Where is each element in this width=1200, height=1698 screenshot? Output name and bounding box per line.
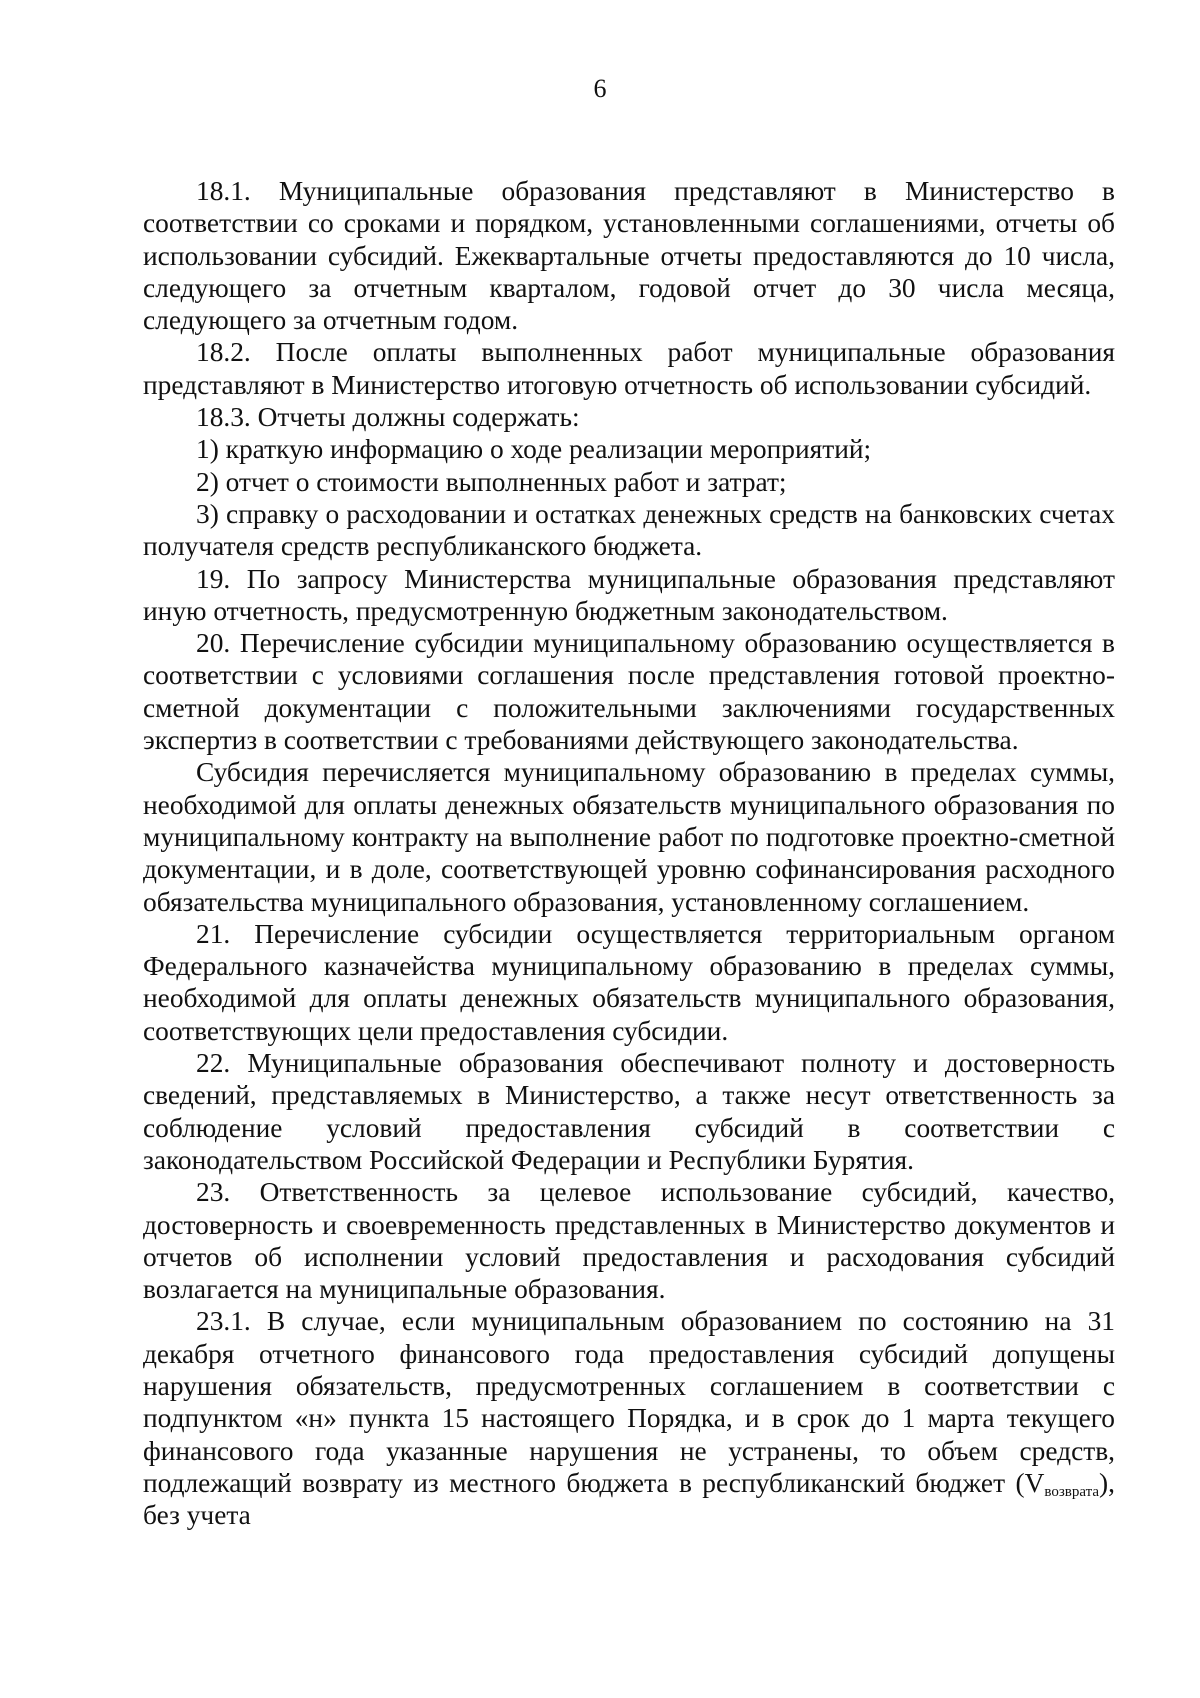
paragraph-20: 20. Перечисление субсидии муниципальному образованию осуществляется в соответствии с условиями соглашения после представления готовой проектно-сметной документации с положительными заключениями государственных экспертиз в соответствии с требованиями действующего законодательства. xyxy=(143,628,1115,756)
paragraph-23-1 xyxy=(143,1305,1115,1531)
page-number: 6 xyxy=(593,74,607,103)
list-item-1: 1) краткую информацию о ходе реализации мероприятий; xyxy=(196,434,872,465)
list-item-2: 2) отчет о стоимости выполненных работ и затрат; xyxy=(196,466,787,497)
paragraph-23-1-tail: ), без учета xyxy=(143,1467,1115,1531)
list-item-3: 3) справку о расходовании и остатках денежных средств на банковских счетах получателя средств республиканского бюджета. xyxy=(143,498,1115,562)
paragraph-19: 19. По запросу Министерства муниципальные образования представляют иную отчетность, предусмотренную бюджетным законодательством. xyxy=(143,563,1115,626)
paragraph-21: 21. Перечисление субсидии осуществляется территориальным органом Федерального казначейства муниципальному образованию в пределах суммы, необходимой для оплаты денежных обязательств муниципального образования, соответствующих цели предоставления субсидии. xyxy=(143,918,1115,1046)
paragraph-subsidy: Субсидия перечисляется муниципальному образованию в пределах суммы, необходимой для оплаты денежных обязательств муниципального образования по муниципальному контракту на выполнение работ по подготовке проектно-сметной документации, и в доле, соответствующей уровню софинансирования расходного обязательства муниципального образования, установленному соглашением. xyxy=(143,757,1115,917)
document-body xyxy=(143,175,1115,1531)
paragraph-18-1: 18.1. Муниципальные образования представляют в Министерство в соответствии со сроками и порядком, установленными соглашениями, отчеты об использовании субсидий. Ежеквартальные отчеты предоставляются до 10 числа, следующего за отчетным кварталом, годовой отчет до 30 числа месяца, следующего за отчетным годом. xyxy=(143,176,1115,336)
paragraph-18-3: 18.3. Отчеты должны содержать: xyxy=(196,402,580,433)
paragraph-18-2: 18.2. После оплаты выполненных работ муниципальные образования представляют в Министерство итоговую отчетность об использовании субсидий. xyxy=(143,337,1115,400)
paragraph-23: 23. Ответственность за целевое использование субсидий, качество, достоверность и своевременность представленных в Министерство документов и отчетов об исполнении условий предоставления и расходования субсидий возлагается на муниципальные образования. xyxy=(143,1177,1115,1305)
subscript-vozvrata: возврата xyxy=(1044,1483,1100,1500)
paragraph-22: 22. Муниципальные образования обеспечивают полноту и достоверность сведений, представляемых в Министерство, а также несут ответственность за соблюдение условий предоставления субсидий в соответствии с законодательством Российской Федерации и Республики Бурятия. xyxy=(143,1048,1115,1175)
paragraph-23-1-text: 23.1. В случае, если муниципальным образованием по состоянию на 31 декабря отчетного финансового года предоставления субсидий допущены нарушения обязательств, предусмотренных соглашением в соответствии с подпунктом «н» пункта 15 настоящего Порядка, и в срок до 1 марта текущего финансового года указанные нарушения не устранены, то объем средств, подлежащий возврату из местного бюджета в республиканский бюджет (V xyxy=(143,1306,1115,1498)
